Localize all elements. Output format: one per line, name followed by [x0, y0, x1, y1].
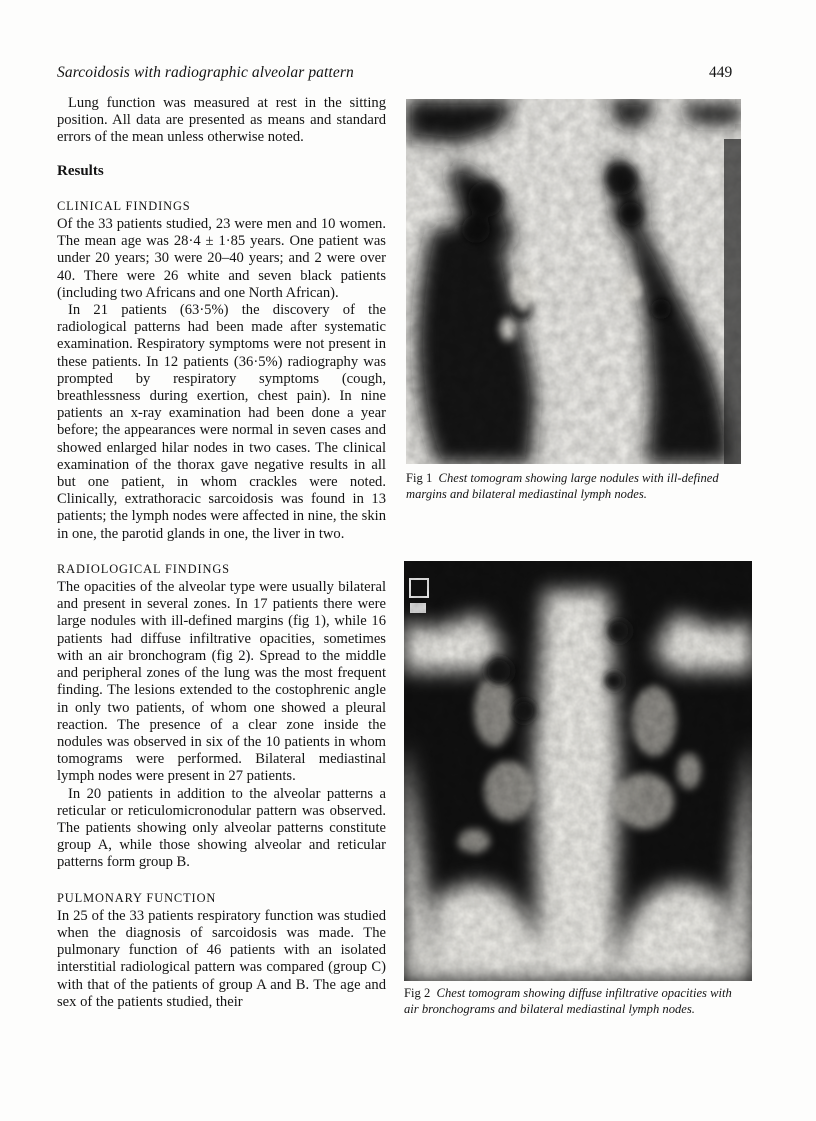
intro-paragraph: Lung function was measured at rest in the sitting position. All data are presented as means and standard errors of the mean unless otherwise noted. — [57, 95, 386, 146]
paragraph: The opacities of the alveolar type were usually bilateral and present in several zones. In 17 patients there were large nodules with ill-defined margins (fig 1), while 16 patients had diffuse infiltrative opacities, sometimes with an air bronchogram (fig 2). Spread to the middle and peripheral zones of the lung was the most frequent finding. The lesions extended to the costophrenic angle in only two patients, of whom one showed a pleural reaction. The presence of a clear zone inside the nodules was observed in six of the 10 patients in whom tomograms were performed. Bilateral mediastinal lymph nodes were present in 27 patients. — [57, 579, 386, 785]
figure-1-caption-text: Chest tomogram showing large nodules with ill-defined margins and bilateral mediastinal lymph nodes. — [406, 471, 719, 501]
figure-1-caption — [406, 471, 746, 502]
page-number: 449 — [709, 64, 733, 81]
figure-2-label: Fig 2 — [404, 986, 431, 1000]
paragraph: In 21 patients (63·5%) the discovery of the radiological patterns had been made after systematic examination. Respiratory symptoms were not present in these patients. In 12 patients (36·5%) radiography was prompted by respiratory symptoms (cough, breathlessness during exertion, chest pain). In nine patients an x-ray examination had been done a year before; the appearances were normal in seven cases and showed enlarged hilar nodes in two cases. The clinical examination of the thorax gave negative results in all but one patient, in whom crackles were noted. Clinically, extrathoracic sarcoidosis was found in 13 patients; the lymph nodes were affected in nine, the skin in one, the parotid glands in one, the liver in two. — [57, 302, 386, 542]
paragraph: In 25 of the 33 patients respiratory function was studied when the diagnosis of sarcoidosis was made. The pulmonary function of 46 patients with an isolated interstitial radiological pattern was compared (group C) with that of the patients of group A and B. The age and sex of the patients studied, their — [57, 907, 386, 1010]
section-heading-clinical-findings: CLINICAL FINDINGS — [57, 198, 191, 213]
tomogram-image-1 — [406, 99, 741, 464]
paragraph: Of the 33 patients studied, 23 were men and 10 women. The mean age was 28·4 ± 1·85 years. One patient was under 20 years; 30 were 20–40 years; and 2 were over 40. There were 26 white and seven black patients (including two Africans and one North African). — [57, 216, 386, 301]
figure-2-caption-text: Chest tomogram showing diffuse infiltrative opacities with air bronchograms and bilateral mediastinal lymph nodes. — [404, 986, 732, 1016]
results-heading: Results — [57, 162, 104, 179]
figure-1-label: Fig 1 — [406, 471, 433, 485]
running-title: Sarcoidosis with radiographic alveolar pattern — [57, 64, 354, 81]
figure-2-chest-tomogram — [404, 561, 752, 981]
section-heading-pulmonary-function: PULMONARY FUNCTION — [57, 890, 217, 905]
figure-2-caption — [404, 986, 744, 1017]
left-column — [57, 95, 386, 1011]
section-heading-radiological-findings: RADIOLOGICAL FINDINGS — [57, 561, 230, 576]
paragraph: In 20 patients in addition to the alveolar patterns a reticular or reticulomicronodular pattern was observed. The patients showing only alveolar patterns constitute group A, while those showing alveolar and reticular patterns form group B. — [57, 785, 386, 871]
figure-1-chest-tomogram — [406, 99, 741, 464]
tomogram-image-2 — [404, 561, 752, 981]
